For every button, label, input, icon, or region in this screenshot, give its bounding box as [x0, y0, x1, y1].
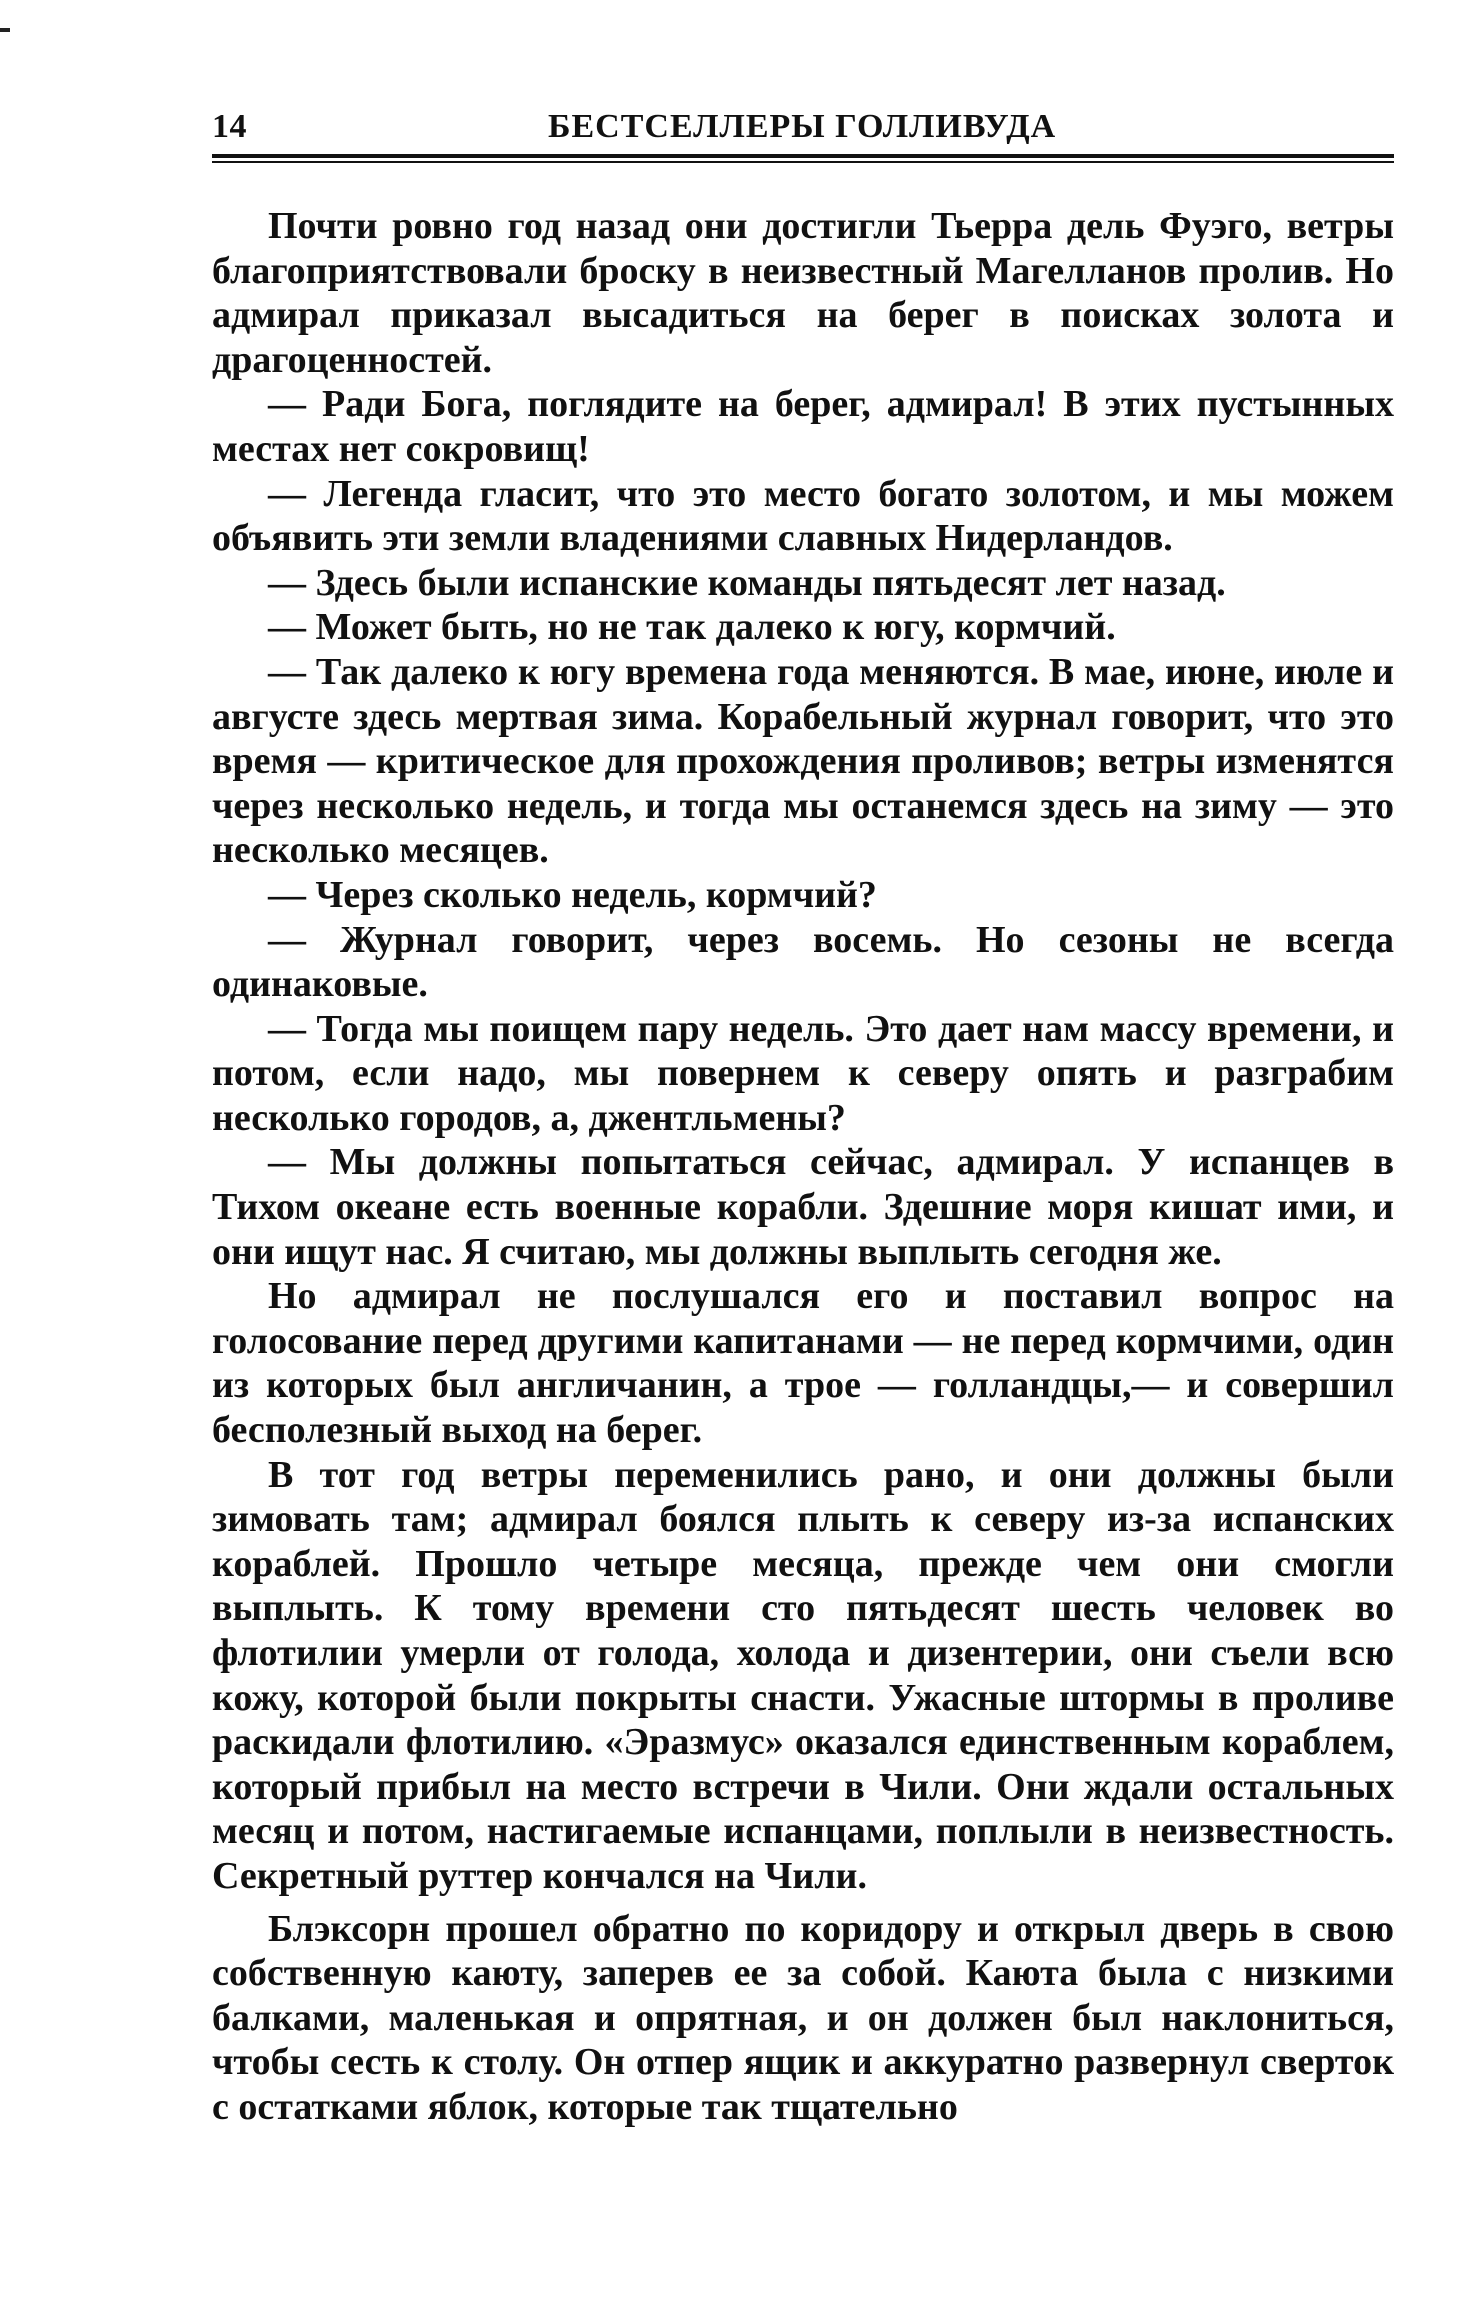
page-header — [212, 108, 1394, 156]
paragraph: — Журнал говорит, через восемь. Но сезоны не всегда одинаковые. — [212, 918, 1394, 1006]
paragraph: Но адмирал не послушался его и поставил вопрос на голосование перед другими капитанами — не перед кормчими, один из которых был англичанин, а трое — голландцы,— и совершил бесполезный выход на берег. — [212, 1275, 1394, 1452]
header-rule-thick — [212, 154, 1394, 158]
running-title: БЕСТСЕЛЛЕРЫ ГОЛЛИВУДА — [548, 108, 1057, 145]
paragraph: В тот год ветры переменились рано, и они должны были зимовать там; адмирал боялся плыть к северу из-за испанских кораблей. Прошло четыре месяца, прежде чем они смогли выплыть. К тому времени сто пятьдесят шесть человек во флотилии умерли от голода, холода и дизентерии, они съели всю кожу, которой были покрыты снасти. Ужасные штормы в проливе раскидали флотилию. «Эразмус» оказался единственным кораблем, который прибыл на место встречи в Чили. Они ждали остальных месяц и потом, настигаемые испанцами, поплыли в неизвестность. Секретный руттер кончался на Чили. — [212, 1453, 1394, 1897]
paragraph: — Легенда гласит, что это место богато золотом, и мы можем объявить эти земли владениями славных Нидерландов. — [212, 472, 1394, 560]
paragraph: — Здесь были испанские команды пятьдесят лет назад. — [268, 561, 1226, 604]
header-rule-thin — [212, 161, 1394, 163]
body-text — [212, 204, 1394, 2130]
paragraph: Блэксорн прошел обратно по коридору и открыл дверь в свою собственную каюту, заперев ее за собой. Каюта была с низкими балками, маленькая и опрятная, и он должен был наклониться, чтобы сесть к столу. Он отпер ящик и аккуратно развернул сверток с остатками яблок, которые так тщательно — [212, 1907, 1394, 2128]
paragraph: — Тогда мы поищем пару недель. Это дает нам массу времени, и потом, если надо, мы повернем к северу опять и разграбим несколько городов, а, джентльмены? — [212, 1007, 1394, 1139]
paragraph: — Через сколько недель, кормчий? — [268, 873, 877, 916]
paragraph: — Ради Бога, поглядите на берег, адмирал! В этих пустынных местах нет сокровищ! — [212, 383, 1394, 470]
paragraph: — Может быть, но не так далеко к югу, кормчий. — [268, 606, 1116, 649]
paragraph: — Так далеко к югу времена года меняются. В мае, июне, июле и августе здесь мертвая зима. Корабельный журнал говорит, что это время — критическое для прохождения проливов; ветры изменятся через несколько недель, и тогда мы останемся здесь на зиму — это несколько месяцев. — [212, 650, 1394, 872]
page-number: 14 — [212, 108, 247, 145]
paragraph: Почти ровно год назад они достигли Тьерра дель Фуэго, ветры благоприятствовали броску в неизвестный Магелланов пролив. Но адмирал приказал высадиться на берег в поисках золота и драгоценностей. — [212, 205, 1394, 381]
scan-edge-mark — [0, 28, 10, 32]
paragraph: — Мы должны попытаться сейчас, адмирал. У испанцев в Тихом океане есть военные корабли. Здешние моря кишат ими, и они ищут нас. Я считаю, мы должны выплыть сегодня же. — [212, 1141, 1394, 1273]
